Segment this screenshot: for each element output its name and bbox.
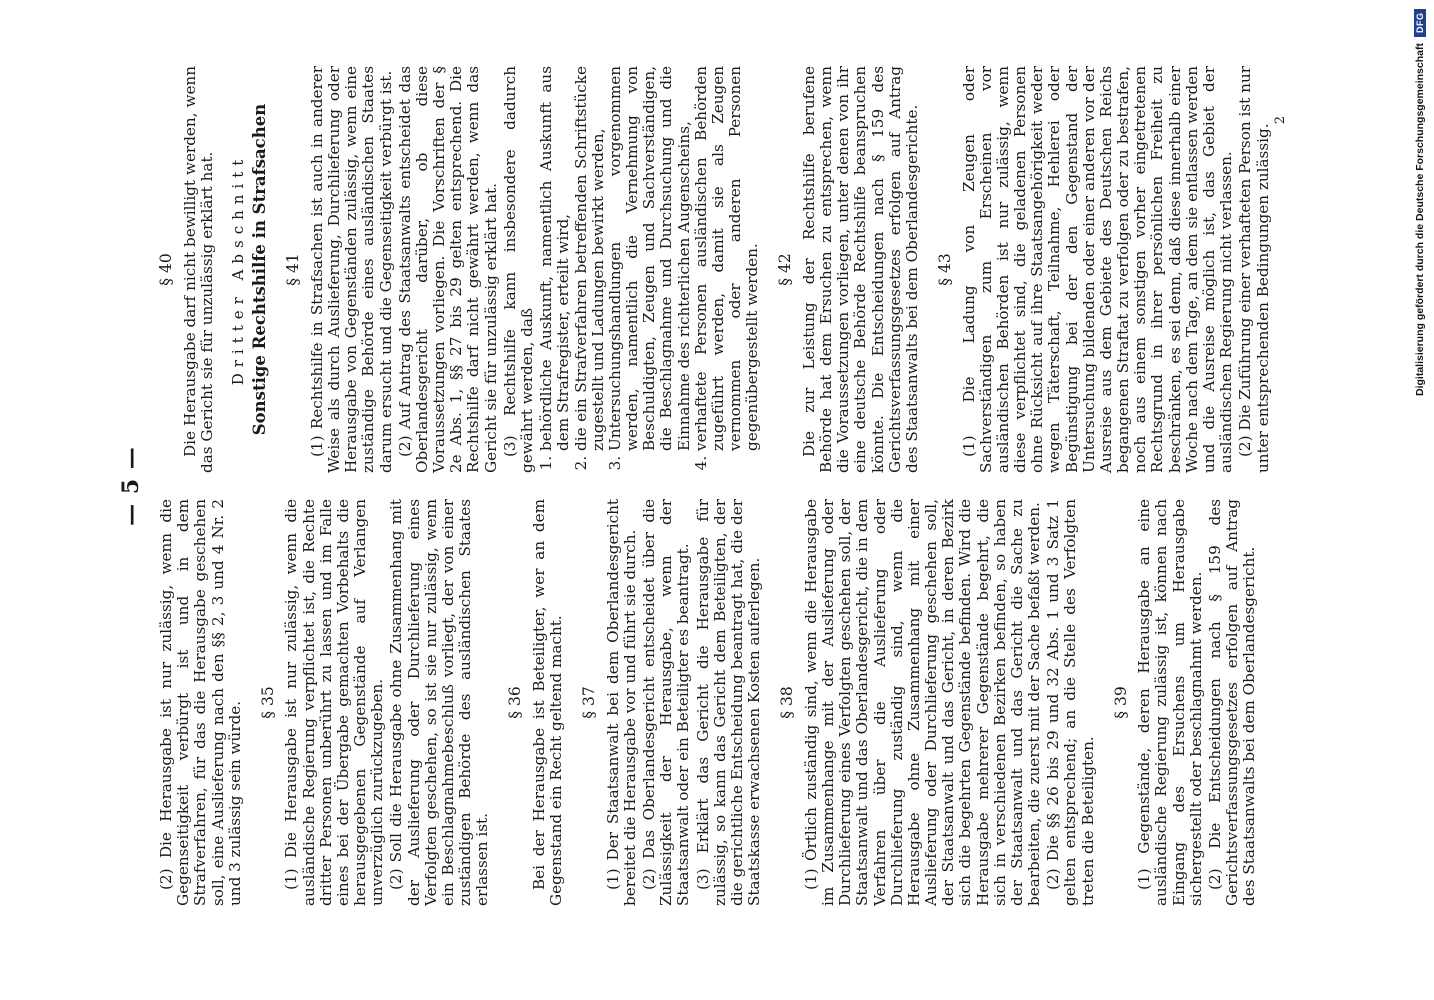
section-heading: § 39 [1111, 686, 1130, 719]
list-item: 3. Untersuchungshandlungen vorgenommen werden, namentlich die Vernehmung von Beschuldigten, Zeugen und Sachverständigen, die Beschlagnahme und Durchsuchung und die Einnahme des richterlichen Augenscheins, [607, 66, 693, 451]
digitization-credit [1409, 4, 1431, 396]
paragraph: (3) Erklärt das Gericht die Herausgabe für zulässig, so kann das Gericht dem Beteiligten, der die gerichtliche Entscheidung beantragt hat, die der Staatskasse erwachsenen Kosten auferlegen. [693, 499, 764, 906]
list-item: 4. verhaftete Personen ausländischen Behörden zugeführt werden, damit sie als Zeugen vernommen oder anderen Personen gegenübergestellt werden. [693, 66, 762, 451]
paragraph: (1) Rechtshilfe in Strafsachen ist auch in anderer Weise als durch Auslieferung, Durchlieferung oder Herausgabe von Gegenständen zulässig, wenn eine zuständige Behörde eines ausländischen Staates darum ersucht und die Gegenseitigkeit verbürgt ist. [307, 66, 395, 473]
section-heading: § 35 [258, 686, 277, 719]
paragraph: (1) Die Ladung von Zeugen oder Sachverständigen zum Erscheinen vor ausländischen Behörden ist nur zulässig, wenn diese verpflichtet sind, die geladenen Personen ohne Rücksicht auf ihre Staatsangehörigkeit weder wegen Täterschaft, Teilnahme, Hehlerei oder Begünstigung bei der den Gegenstand der Untersuchung bildenden oder einer anderen vor der Ausreise aus dem Gebiete des Deutschen Reichs begangenen Straftat zu verfolgen oder zu bestrafen, noch aus einem sonstigen vorher eingetretenen Rechtsgrund in ihrer persönlichen Freiheit zu beschränken, es sei denn, daß diese innerhalb einer Woche nach dem Tage, an dem sie entlassen werden und die Ausreise möglich ist, das Gebiet der ausländischen Regierung nicht verlassen. [959, 66, 1236, 473]
section-heading: § 42 [776, 253, 795, 286]
section-heading: § 37 [580, 686, 599, 719]
paragraph: (2) Die Entscheidungen nach § 159 des Gerichtsverfassungsgesetzes erfolgen auf Antrag des Staatsanwalts bei dem Oberlandesgericht. [1205, 499, 1259, 906]
list-item: 1. behördliche Auskunft, namentlich Auskunft aus dem Strafregister, erteilt wird, [538, 66, 572, 451]
signature-mark: 2 [1272, 116, 1288, 125]
section-heading: § 41 [284, 253, 303, 286]
paragraph: (1) Die Herausgabe ist nur zulässig, wenn die ausländische Regierung verpflichtet ist, die Rechte dritter Personen unberührt zu lassen und im Falle eines bei der Übergabe gemachten Vorbehalts die herausgegebenen Gegenstände auf Verlangen unverzüglich zurückzugeben. [282, 499, 387, 906]
paragraph: (2) Die Zuführung einer verhafteten Person ist nur unter entsprechenden Bedingungen zulässig. [1236, 66, 1272, 473]
chapter-heading: Dritter Abschnitt [228, 153, 247, 386]
right-column [158, 66, 1288, 473]
paragraph: (2) Die §§ 26 bis 29 und 32 Abs. 1 und 3 Satz 1 gelten entsprechend; an die Stelle des Verfolgten treten die Beteiligten. [1044, 499, 1097, 906]
page-content [118, 66, 1288, 906]
paragraph: (2) Soll die Herausgabe ohne Zusammenhang mit der Auslieferung oder Durchlieferung eines Verfolgten geschehen, so ist sie nur zulässig, wenn ein Beschlagnahmebeschluß vorliegt, der von einer zuständigen Behörde des ausländischen Staates erlassen ist. [387, 499, 492, 906]
numbered-list [538, 66, 761, 473]
section-heading: § 40 [157, 253, 175, 286]
paragraph: (2) Die Herausgabe ist nur zulässig, wenn die Gegenseitigkeit verbürgt ist und in dem Strafverfahren, für das die Herausgabe geschehen soll, eine Auslieferung nach den §§ 2, 3 und 4 Nr. 2 und 3 zulässig sein würde. [157, 499, 244, 906]
two-column-layout [158, 66, 1288, 906]
paragraph: (1) Der Staatsanwalt bei dem Oberlandesgericht bereitet die Herausgabe vor und führt sie durch. [603, 499, 639, 906]
paragraph: (1) Örtlich zuständig sind, wenn die Herausgabe im Zusammenhange mit der Auslieferung oder Durchlieferung eines Verfolgten geschehen soll, der Staatsanwalt und das Oberlandesgericht, die in dem Verfahren über die Auslieferung oder Durchlieferung zuständig sind, wenn die Herausgabe ohne Zusammenhang mit einer Auslieferung oder Durchlieferung geschehen soll, der Staatsanwalt und das Gericht, in deren Bezirk sich die begehrten Gegenstände befinden. Wird die Herausgabe mehrerer Gegenstände begehrt, die sich in verschiedenen Bezirken befinden, so haben der Staatsanwalt und das Gericht die Sache zu bearbeiten, die zuerst mit der Sache befaßt werden. [801, 499, 1044, 906]
paragraph: (3) Rechtshilfe kann insbesondere dadurch gewährt werden, daß [500, 66, 536, 473]
chapter-title: Sonstige Rechtshilfe in Strafsachen [249, 103, 269, 436]
section-heading: § 43 [936, 253, 955, 286]
paragraph: Die zur Leistung der Rechtshilfe berufene Behörde hat dem Ersuchen zu entsprechen, wenn die Voraussetzungen vorliegen, unter denen von ihr eine deutsche Behörde Rechtshilfe beanspruchen könnte. Die Entscheidungen nach § 159 des Gerichtsverfassungsgesetzes erfolgen auf Antrag des Staatsanwalts bei dem Oberlandesgerichte. [799, 66, 921, 473]
left-column [158, 499, 1288, 906]
credit-text: Digitalisierung gefördert durch die Deutsche Forschungsgemeinschaft [1414, 43, 1426, 396]
dfg-logo: DFG [1414, 9, 1426, 38]
paragraph: (2) Das Oberlandesgericht entscheidet über die Zulässigkeit der Herausgabe, wenn der Staatsanwalt oder ein Beteiligter es beantragt. [640, 499, 693, 906]
paragraph: (2) Auf Antrag des Staatsanwalts entscheidet das Oberlandesgericht darüber, ob diese Voraussetzungen vorliegen. Die Vorschriften der § 2e Abs. 1, §§ 27 bis 29 gelten entsprechend. Die Rechtshilfe darf nicht gewährt werden, wenn das Gericht sie für unzulässig erklärt hat. [395, 66, 500, 473]
page-header: — 5 — [118, 446, 144, 526]
paragraph: Bei der Herausgabe ist Beteiligter, wer an dem Gegenstand ein Recht geltend macht. [529, 499, 566, 906]
section-heading: § 38 [778, 686, 797, 719]
paragraph: (1) Gegenstände, deren Herausgabe an eine ausländische Regierung zulässig ist, können nach Eingang des Ersuchens um Herausgabe sichergestellt oder beschlagnahmt werden. [1135, 499, 1205, 906]
section-heading: § 36 [506, 686, 525, 719]
list-item: 2. die ein Strafverfahren betreffenden Schriftstücke zugestellt und Ladungen bewirkt werden, [573, 66, 607, 451]
paragraph: Die Herausgabe darf nicht bewilligt werden, wenn das Gericht sie für unzulässig erklärt hat. [180, 66, 216, 473]
